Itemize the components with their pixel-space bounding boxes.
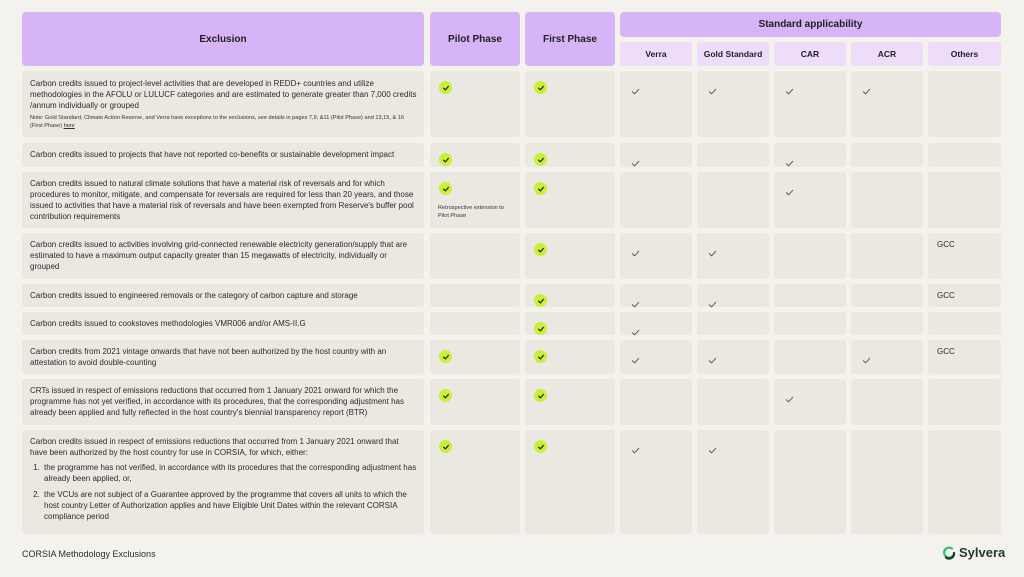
check-circle-icon: [439, 440, 452, 453]
row-9-list: [42, 462, 418, 522]
table-cell-others: [928, 379, 1001, 425]
check-circle-icon: [534, 243, 547, 256]
row-6-text: Carbon credits issued to cookstoves methodologies VMR006 and/or AMS-II.G: [30, 319, 306, 328]
check-icon: [708, 83, 717, 92]
table-cell-gold: [697, 312, 769, 335]
row-8-text: CRTs issued in respect of emissions reductions that occurred from 1 January 2021 onward for which the programme has not yet verified, in accordance with its procedures, that the corresponding adjustment has already been applied and fully reflected in the host country's biennial transparency report (BTR): [30, 386, 404, 417]
row-9-text: Carbon credits issued in respect of emissions reductions that occurred from 1 January 2021 onward that have been authorized by the host country for use in CORSIA, for which, either: 1. the programme has not verified, in accordance with its procedures that the corresponding adjustment has already been applied, or, 2. the VCUs are not subject of a Guarantee approved by the programme that covers all units to which the host country Letter of Authorization applies and have Eligible Unit Dates within the relevant CORSIA compliance period: [30, 436, 418, 527]
subheader-gold-standard: Gold Standard: [697, 42, 769, 66]
check-circle-icon: [439, 389, 452, 402]
table-cell-acr: [851, 379, 923, 425]
check-icon: [631, 155, 640, 164]
table-cell-others: [928, 430, 1001, 534]
row-1-text: Carbon credits issued to project-level activities that are developed in REDD+ countries and utilize methodologies in the AFOLU or LULUCF categories and are estimated to generate greater than 7,000 credits /annum individually or grouped Note: Gold Standard, Climate Action Reserve, and Verra have exceptions to the exclusions, see details in pages 7,9, &11 (Pilot Phase) and 13,15, & 16 (First Phase) here: [30, 79, 417, 129]
row-5-text: Carbon credits issued to engineered removals or the category of carbon capture and storage: [30, 291, 358, 300]
check-icon: [785, 155, 794, 164]
table-cell-verra: [620, 71, 692, 137]
others-label: GCC: [937, 291, 955, 300]
table-cell-first: [525, 379, 615, 425]
table-cell-others: [928, 172, 1001, 228]
check-circle-icon: [439, 350, 452, 363]
table-cell-acr: [851, 312, 923, 335]
subheader-car: CAR: [774, 42, 846, 66]
table-cell-first: [525, 172, 615, 228]
check-circle-icon: [534, 81, 547, 94]
table-cell-car: [774, 312, 846, 335]
subheader-others: Others: [928, 42, 1001, 66]
check-icon: [785, 83, 794, 92]
table-cell-gold: [697, 71, 769, 137]
check-icon: [631, 296, 640, 305]
check-circle-icon: [439, 153, 452, 166]
row-1-note: Note: Gold Standard, Climate Action Reserve, and Verra have exceptions to the exclusions, see details in pages 7,9, &11 (Pilot Phase) and 13,15, & 16 (First Phase) here: [30, 115, 404, 129]
header-exclusion: Exclusion: [22, 12, 424, 66]
others-label: GCC: [937, 347, 955, 356]
check-circle-icon: [534, 294, 547, 307]
check-circle-icon: [534, 440, 547, 453]
row-3-text: Carbon credits issued to natural climate solutions that have a material risk of reversals and for which procedures to monitor, mitigate, and compensate for reversals are required for less than 20 years, and those issued to activities that have a material risk of reversals and have been exempted from Reserve's buffer pool contribution requirements: [30, 179, 414, 221]
check-circle-icon: [534, 153, 547, 166]
check-icon: [631, 442, 640, 451]
table-cell-gold: [697, 172, 769, 228]
header-pilot-phase: Pilot Phase: [430, 12, 520, 66]
list-item: 2. the VCUs are not subject of a Guarantee approved by the programme that covers all units to which the host country Letter of Authorization applies and have Eligible Unit Dates within the relevant CORSIA compliance period: [42, 489, 418, 522]
table-cell-pilot: [430, 284, 520, 307]
sylvera-logo-icon: [942, 546, 956, 560]
table-cell-car: [774, 340, 846, 374]
table-cell-gold: [697, 143, 769, 167]
table-cell-car: [774, 233, 846, 279]
check-icon: [631, 83, 640, 92]
table-cell-acr: [851, 172, 923, 228]
check-icon: [708, 352, 717, 361]
check-icon: [631, 352, 640, 361]
check-icon: [785, 391, 794, 400]
list-item: 1. the programme has not verified, in accordance with its procedures that the corresponding adjustment has already been applied, or,: [42, 462, 418, 484]
table-cell-acr: [851, 284, 923, 307]
table-cell-verra: [620, 379, 692, 425]
table-cell-first: [525, 233, 615, 279]
table-cell-acr: [851, 143, 923, 167]
table-cell-pilot: [430, 379, 520, 425]
note-here-link[interactable]: here: [63, 123, 75, 129]
check-icon: [631, 245, 640, 254]
table-cell-others: [928, 143, 1001, 167]
table-cell-gold: [697, 379, 769, 425]
check-icon: [862, 352, 871, 361]
subheader-verra: Verra: [620, 42, 692, 66]
sylvera-logo: Sylvera: [942, 545, 1005, 560]
table-cell-others: [928, 340, 1001, 374]
table-cell-car: [774, 430, 846, 534]
check-circle-icon: [534, 182, 547, 195]
check-icon: [862, 83, 871, 92]
row-7-text: Carbon credits from 2021 vintage onwards that have not been authorized by the host country with an attestation to avoid double-counting: [30, 347, 387, 367]
header-first-phase: First Phase: [525, 12, 615, 66]
check-circle-icon: [439, 81, 452, 94]
header-standard-applicability: Standard applicability: [620, 12, 1001, 37]
row-4-text: Carbon credits issued to activities involving grid-connected renewable electricity generation/supply that are estimated to have a maximum output capacity greater than 15 megawatts of electricity, individually or grouped: [30, 240, 408, 271]
check-circle-icon: [534, 389, 547, 402]
row-2-text: Carbon credits issued to projects that have not reported co-benefits or sustainable development impact: [30, 150, 395, 159]
footer-title: CORSIA Methodology Exclusions: [22, 549, 156, 559]
check-icon: [631, 324, 640, 333]
check-icon: [708, 442, 717, 451]
table-cell-acr: [851, 71, 923, 137]
check-icon: [708, 245, 717, 254]
table-cell-acr: [851, 430, 923, 534]
table-cell-car: [774, 172, 846, 228]
table-cell-car: [774, 71, 846, 137]
table-cell-others: [928, 312, 1001, 335]
check-circle-icon: [534, 322, 547, 335]
others-label: GCC: [937, 240, 955, 249]
table-cell-car: [774, 284, 846, 307]
table-cell-pilot: [430, 312, 520, 335]
check-icon: [785, 184, 794, 193]
check-circle-icon: [534, 350, 547, 363]
table-cell-pilot: [430, 233, 520, 279]
subheader-acr: ACR: [851, 42, 923, 66]
table-cell-acr: [851, 233, 923, 279]
table-cell-verra: [620, 172, 692, 228]
table-cell-others: [928, 71, 1001, 137]
check-icon: [708, 296, 717, 305]
check-circle-icon: [439, 182, 452, 195]
retrospective-note: Retrospective extension to Pilot Phase: [438, 205, 504, 219]
